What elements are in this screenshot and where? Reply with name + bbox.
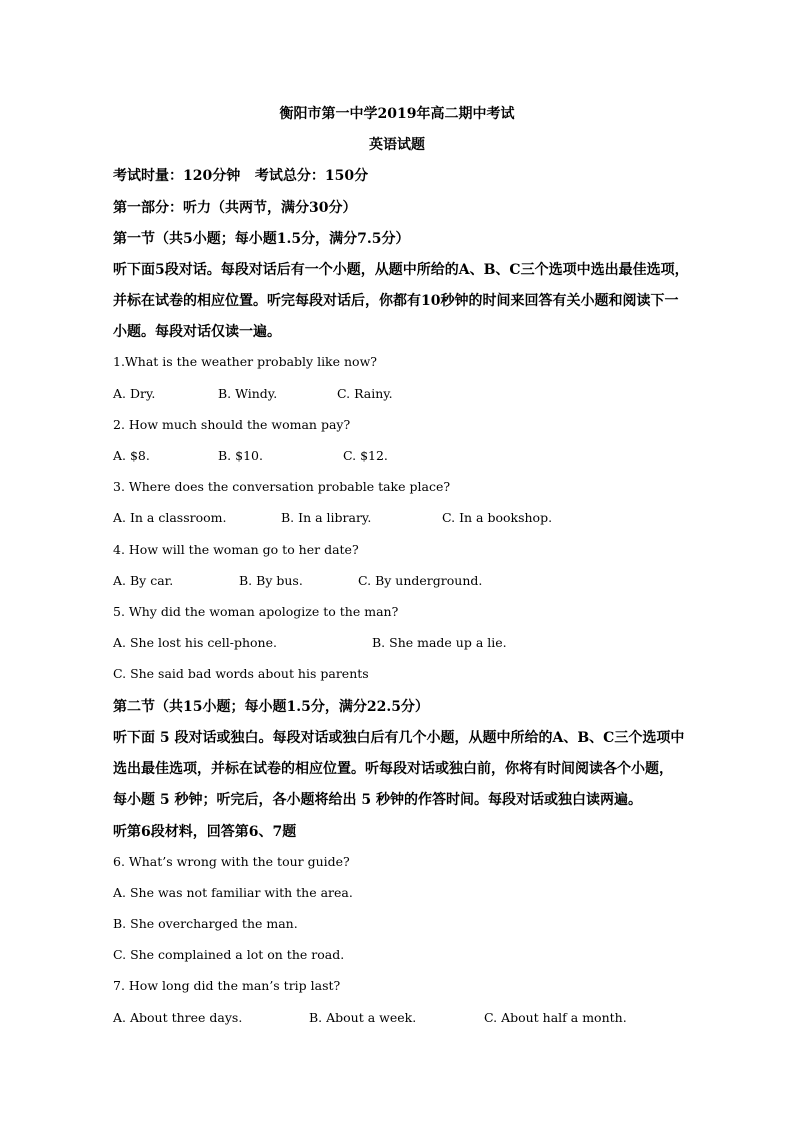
section2-instruction-line: 选出最佳选项，并标在试卷的相应位置。听每段对话或独白前，你将有时间阅读各个小题，: [113, 761, 673, 777]
q4-option-c: C. By underground.: [358, 573, 483, 588]
section1-instruction-line: 并标在试卷的相应位置。听完每段对话后，你都有10秒钟的时间来回答有关小题和阅读下一: [113, 293, 679, 309]
q3-option-c: C. In a bookshop.: [442, 510, 553, 525]
q6-option-b: B. She overcharged the man.: [113, 916, 298, 931]
q4-option-b: B. By bus.: [239, 573, 303, 588]
material-note: 听第6段材料，回答第6、7题: [113, 824, 297, 840]
q3-option-b: B. In a library.: [281, 510, 372, 525]
q5-option-c: C. She said bad words about his parents: [113, 666, 369, 681]
exam-info: 考试时量：120分钟 考试总分：150分: [113, 168, 369, 184]
q3-option-a: A. In a classroom.: [113, 510, 227, 525]
question-4: 4. How will the woman go to her date?: [113, 542, 359, 557]
q6-option-a: A. She was not familiar with the area.: [113, 885, 353, 900]
q4-option-a: A. By car.: [113, 573, 174, 588]
section2-instruction-line: 听下面 5 段对话或独白。每段对话或独白后有几个小题，从题中所给的A、B、C三个选项中: [113, 730, 685, 746]
school-title: 衡阳市第一中学2019年高二期中考试: [279, 106, 515, 122]
q5-option-a: A. She lost his cell-phone.: [113, 635, 277, 650]
q1-option-c: C. Rainy.: [337, 386, 393, 401]
question-3: 3. Where does the conversation probable take place?: [113, 479, 451, 494]
q5-option-b: B. She made up a lie.: [372, 635, 507, 650]
section1-instruction-line: 听下面5段对话。每段对话后有一个小题，从题中所给的A、B、C三个选项中选出最佳选项，: [113, 262, 689, 278]
section2-instruction-line: 每小题 5 秒钟；听完后，各小题将给出 5 秒钟的作答时间。每段对话或独白读两遍。: [113, 792, 642, 808]
q2-option-a: A. $8.: [113, 448, 150, 463]
question-2: 2. How much should the woman pay?: [113, 417, 351, 432]
q1-option-a: A. Dry.: [113, 386, 156, 401]
q7-option-a: A. About three days.: [113, 1010, 243, 1025]
section1-heading: 第一节（共5小题；每小题1.5分，满分7.5分）: [113, 231, 410, 247]
question-7: 7. How long did the man’s trip last?: [113, 978, 341, 993]
q1-option-b: B. Windy.: [218, 386, 278, 401]
q7-option-c: C. About half a month.: [484, 1010, 627, 1025]
question-5: 5. Why did the woman apologize to the man?: [113, 604, 399, 619]
section1-instruction-line: 小题。每段对话仅读一遍。: [113, 324, 281, 340]
question-1: 1.What is the weather probably like now?: [113, 354, 377, 369]
q6-option-c: C. She complained a lot on the road.: [113, 947, 345, 962]
question-6: 6. What’s wrong with the tour guide?: [113, 854, 350, 869]
q7-option-b: B. About a week.: [309, 1010, 417, 1025]
section2-heading: 第二节（共15小题；每小题1.5分，满分22.5分）: [113, 699, 429, 715]
q2-option-c: C. $12.: [343, 448, 388, 463]
part1-heading: 第一部分：听力（共两节，满分30分）: [113, 200, 357, 216]
subject-title: 英语试题: [369, 137, 425, 153]
q2-option-b: B. $10.: [218, 448, 263, 463]
